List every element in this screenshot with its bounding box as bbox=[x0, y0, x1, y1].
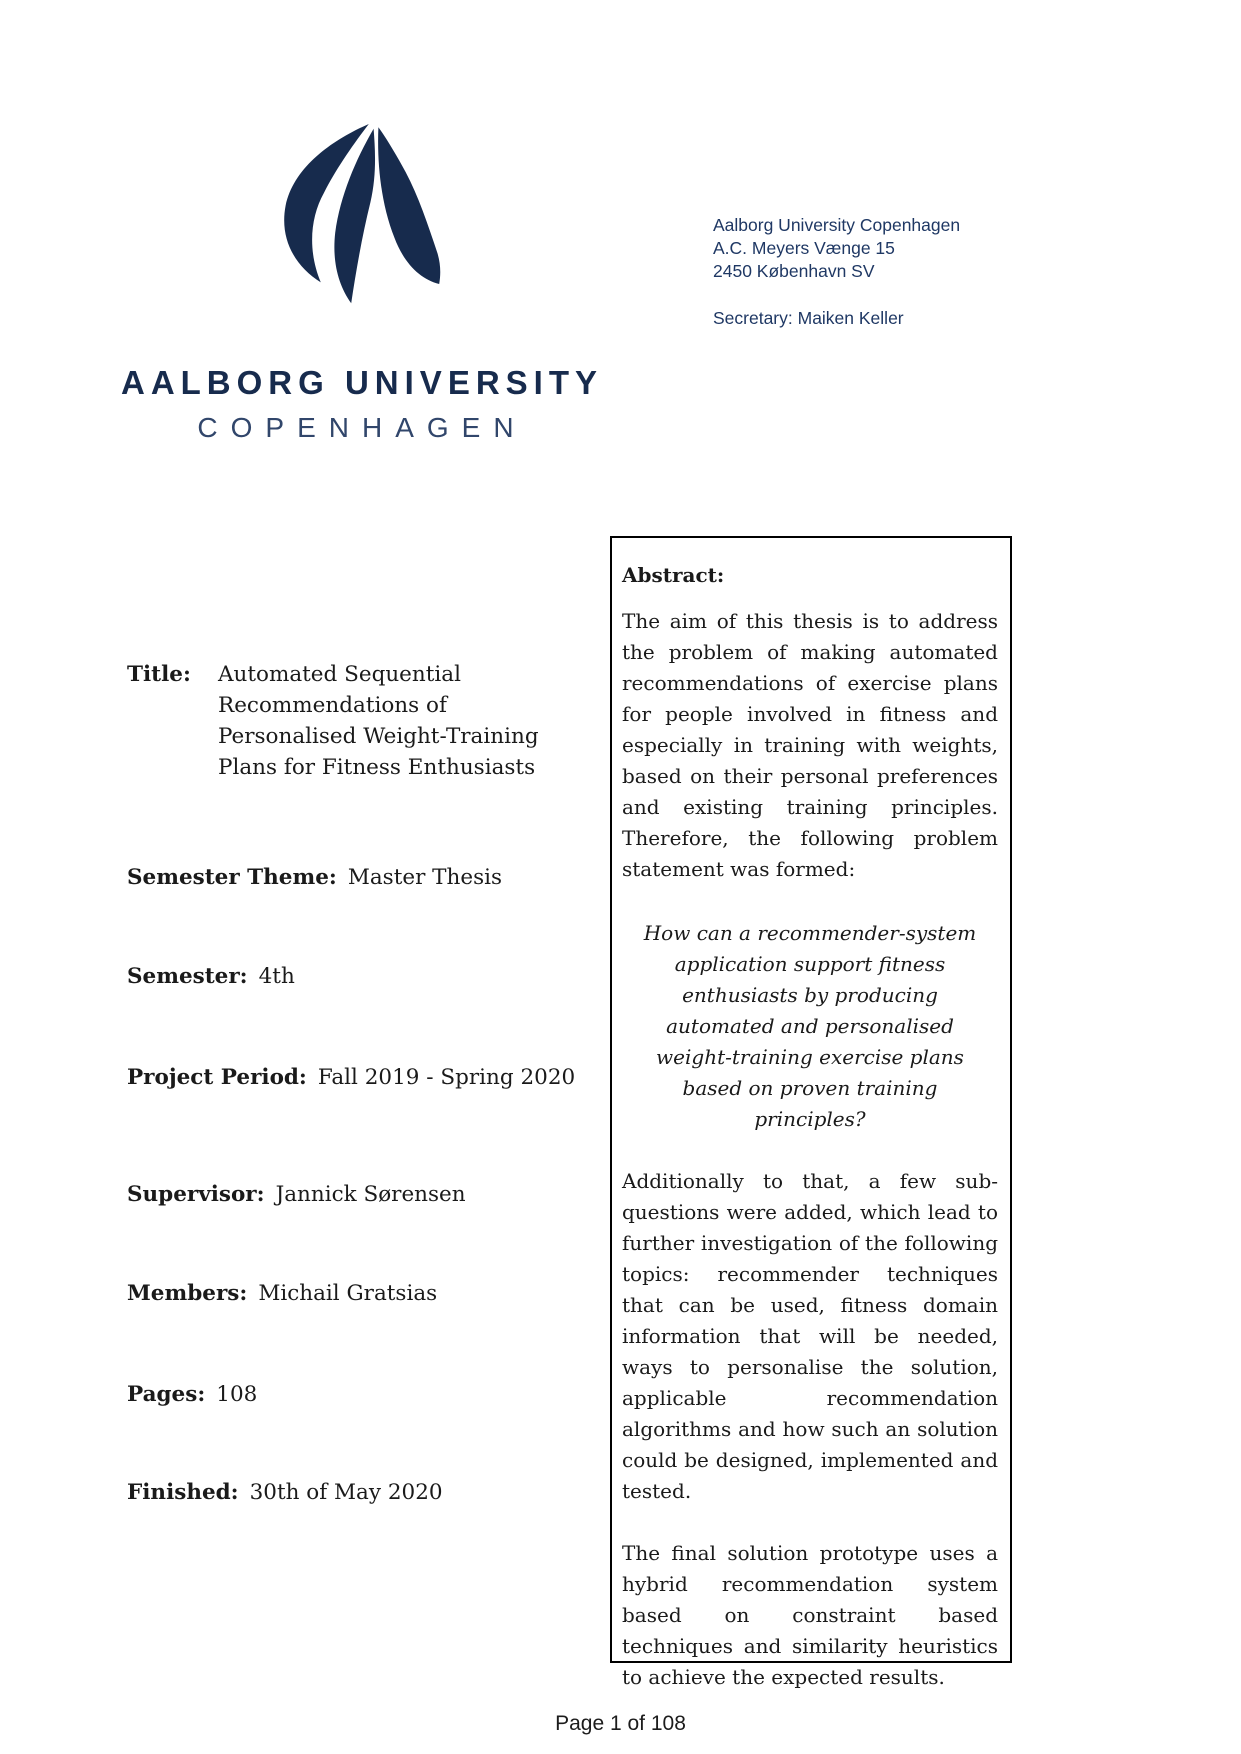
address-line-3: 2450 København SV bbox=[713, 261, 875, 281]
address-line-2: A.C. Meyers Vænge 15 bbox=[713, 238, 895, 258]
meta-row-semester bbox=[127, 962, 295, 992]
wordmark-copenhagen: COPENHAGEN bbox=[197, 412, 527, 443]
meta-label: Finished: bbox=[127, 1480, 239, 1505]
title-line: Plans for Fitness Enthusiasts bbox=[218, 755, 536, 780]
meta-row-project-period bbox=[127, 1063, 575, 1093]
abstract-paragraph-3: The final solution prototype uses a hybrid recommendation system based on constraint based techniques and similarity heuristics to achieve the expected results. bbox=[622, 1541, 998, 1689]
meta-row-members bbox=[127, 1279, 437, 1309]
meta-value: Jannick Sørensen bbox=[275, 1182, 466, 1207]
meta-value: 30th of May 2020 bbox=[249, 1480, 443, 1505]
university-address-block bbox=[713, 214, 960, 330]
title-line: Personalised Weight-Training bbox=[218, 724, 539, 749]
aau-swoosh-icon bbox=[268, 114, 444, 326]
abstract-paragraph-2: Additionally to that, a few sub-questions were added, which lead to further investigation of the following topics: recommender techniques that can be used, fitness domain information that will be needed, ways to personalise the solution, applicable recommendation algorithms and how such an solution could be designed, implemented and tested. bbox=[622, 1169, 998, 1503]
meta-value: Master Thesis bbox=[347, 865, 503, 890]
page-number: Page 1 of 108 bbox=[555, 1712, 686, 1735]
meta-label: Semester Theme: bbox=[127, 865, 337, 890]
abstract-heading: Abstract: bbox=[622, 563, 725, 587]
meta-label: Members: bbox=[127, 1281, 248, 1306]
title-line: Automated Sequential bbox=[218, 662, 461, 687]
meta-row-pages bbox=[127, 1380, 257, 1410]
title-line: Recommendations of bbox=[218, 693, 447, 718]
meta-row-semester-theme bbox=[127, 863, 502, 893]
meta-label: Project Period: bbox=[127, 1065, 307, 1090]
meta-label: Pages: bbox=[127, 1382, 206, 1407]
meta-value: 4th bbox=[258, 964, 295, 989]
title-row bbox=[127, 659, 539, 783]
meta-label: Semester: bbox=[127, 964, 248, 989]
meta-value: Michail Gratsias bbox=[258, 1281, 438, 1306]
meta-label: Supervisor: bbox=[127, 1182, 265, 1207]
title-value bbox=[218, 659, 539, 783]
meta-row-supervisor bbox=[127, 1180, 466, 1210]
meta-row-finished bbox=[127, 1478, 443, 1508]
meta-value: 108 bbox=[216, 1382, 258, 1407]
meta-value: Fall 2019 - Spring 2020 bbox=[317, 1065, 576, 1090]
address-line-1: Aalborg University Copenhagen bbox=[713, 215, 961, 235]
problem-statement-quote: How can a recommender-system application support fitness enthusiasts by producing automated and personalised weight-training exercise plans based on proven training principles? bbox=[643, 921, 977, 1131]
abstract-paragraph-1: The aim of this thesis is to address the problem of making automated recommendations of exercise plans for people involved in fitness and especially in training with weights, based on their personal preferences and existing training principles. Therefore, the following problem statement was formed: bbox=[622, 609, 998, 881]
secretary-line: Secretary: Maiken Keller bbox=[713, 308, 904, 328]
title-label: Title: bbox=[127, 662, 191, 687]
wordmark-aalborg-university: AALBORG UNIVERSITY bbox=[120, 364, 604, 401]
abstract-box bbox=[610, 536, 1012, 1689]
